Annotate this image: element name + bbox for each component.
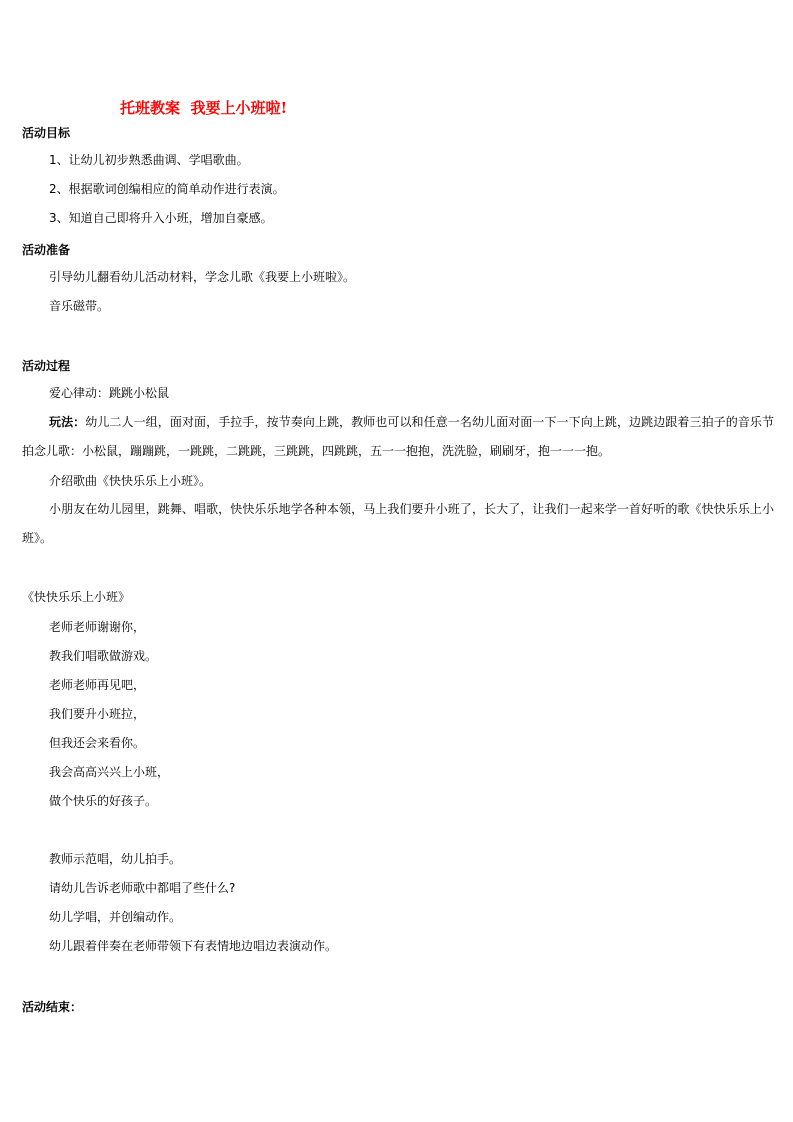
goals-heading: 活动目标	[22, 126, 71, 140]
step-line: 教师示范唱，幼儿拍手。	[49, 852, 182, 866]
song-line: 做个快乐的好孩子。	[49, 794, 158, 808]
song-line: 老师老师谢谢你，	[49, 620, 146, 634]
warmup-line: 爱心律动：跳跳小松鼠	[49, 386, 170, 400]
song-line: 我们要升小班拉，	[49, 707, 146, 721]
goal-item: 1、让幼儿初步熟悉曲调、学唱歌曲。	[49, 153, 249, 167]
song-line: 老师老师再见吧，	[49, 678, 146, 692]
prep-item: 音乐磁带。	[49, 299, 110, 313]
play-label: 玩法：	[49, 415, 86, 429]
document-title: 托班教案 我要上小班啦!	[120, 99, 288, 117]
play-text: 幼儿二人一组，面对面，手拉手，按节奏向上跳，教师也可以和任意一名幼儿面对面一下一下向上跳，边跳边跟着三拍子的音乐节拍念儿歌：小松鼠，蹦蹦跳，一跳跳，二跳跳，三跳跳，四跳跳，五一一抱抱，洗洗脸，刷刷牙，抱一一一抱。	[22, 415, 774, 458]
song-line: 我会高高兴兴上小班，	[49, 765, 170, 779]
step-line: 幼儿学唱，并创编动作。	[49, 910, 182, 924]
story-paragraph: 小朋友在幼儿园里，跳舞、唱歌，快快乐乐地学各种本领，马上我们要升小班了，长大了，让我们一起来学一首好听的歌《快快乐乐上小班》。	[22, 502, 774, 545]
prep-heading: 活动准备	[22, 243, 71, 257]
song-title: 《快快乐乐上小班》	[22, 590, 131, 604]
step-line: 请幼儿告诉老师歌中都唱了些什么?	[49, 881, 236, 895]
song-intro-line: 介绍歌曲《快快乐乐上小班》。	[49, 474, 212, 488]
song-line: 教我们唱歌做游戏。	[49, 649, 158, 663]
end-heading: 活动结束：	[22, 1000, 83, 1014]
process-heading: 活动过程	[22, 359, 71, 373]
goal-item: 2、根据歌词创编相应的简单动作进行表演。	[49, 182, 285, 196]
goal-item: 3、知道自己即将升入小班，增加自豪感。	[49, 211, 273, 225]
step-line: 幼儿跟着伴奏在老师带领下有表情地边唱边表演动作。	[49, 939, 338, 953]
play-paragraph	[22, 408, 774, 466]
song-line: 但我还会来看你。	[49, 736, 146, 750]
prep-item: 引导幼儿翻看幼儿活动材料，学念儿歌《我要上小班啦》。	[49, 270, 356, 284]
